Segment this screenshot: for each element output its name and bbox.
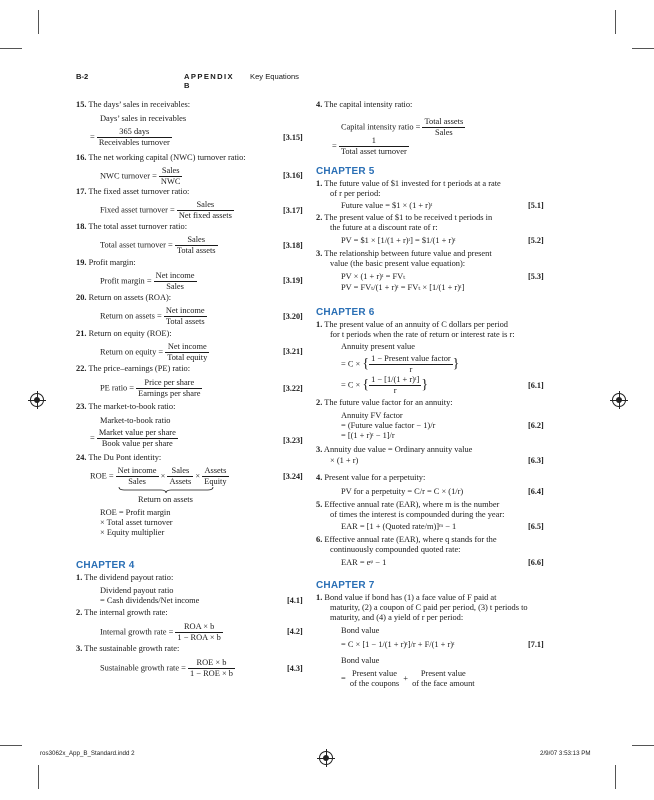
- ref-3-24: [3.24]: [283, 472, 303, 481]
- c6-item-3: 3. Annuity due value = Ordinary annuity value: [316, 445, 473, 454]
- c7-item-1-line-3: maturity, and (4) a yield of r per period:: [330, 613, 464, 622]
- c4-item-1: 1. The dividend payout ratio:: [76, 573, 174, 582]
- item-15-label: Days’ sales in receivables: [100, 114, 187, 123]
- r-item-4: 4. The capital intensity ratio:: [316, 100, 413, 109]
- equation-3-23: = $\frac{\text{Market value per share}}{\text{Book value per share}}$: [90, 428, 176, 448]
- c6-item-2-line-1: Annuity FV factor: [341, 411, 403, 420]
- equation-5-1: Future value = $1 × (1 + r)ᵗ: [341, 201, 433, 210]
- c6-item-2-line-3: = [(1 + r)ᵗ − 1]/r: [341, 431, 395, 440]
- equation-3-17: Fixed asset turnover = $\frac{\text{Sales}}{\text{Net fixed assets}}$: [100, 200, 232, 220]
- equation-3-21: Return on equity = $\frac{\text{Net income}}{\text{Total equity}}$: [100, 342, 208, 362]
- equation-4-3: Sustainable growth rate = $\frac{\text{ROE × b}}{\text{1 − ROE × b}}$: [100, 658, 233, 678]
- ref-5-3: [5.3]: [528, 272, 544, 281]
- page-number: B-2: [76, 72, 89, 81]
- c6-item-4: 4. Present value for a perpetuity:: [316, 473, 426, 482]
- crop-mark: [615, 765, 616, 789]
- chapter-5-heading: CHAPTER 5: [316, 166, 375, 177]
- equation-3-16: NWC turnover = $\frac{\text{Sales}}{\text{NWC}}$: [100, 166, 181, 186]
- crop-mark: [38, 765, 39, 789]
- footer-date: 2/9/07 3:53:13 PM: [540, 750, 591, 757]
- item-18: 18. The total asset turnover ratio:: [76, 222, 188, 231]
- ref-3-17: [3.17]: [283, 206, 303, 215]
- equation-6-5: EAR = [1 + (Quoted rate/m)]ᵐ − 1: [341, 522, 457, 531]
- ref-5-2: [5.2]: [528, 236, 544, 245]
- ref-7-1: [7.1]: [528, 640, 544, 649]
- ref-3-21: [3.21]: [283, 347, 303, 356]
- crop-mark: [0, 745, 22, 746]
- c6-item-2: 2. The future value factor for an annuity:: [316, 398, 453, 407]
- item-19: 19. Profit margin:: [76, 258, 136, 267]
- chapter-6-heading: CHAPTER 6: [316, 307, 375, 318]
- registration-mark-icon: [612, 393, 626, 407]
- footer-file: ros3062x_App_B_Standard.indd 2: [40, 750, 135, 757]
- equation-3-20: Return on assets = $\frac{\text{Net income}}{\text{Total assets}}$: [100, 306, 205, 326]
- ref-6-1: [6.1]: [528, 381, 544, 390]
- ref-3-20: [3.20]: [283, 312, 303, 321]
- c5-item-3: 3. The relationship between future value and present: [316, 249, 492, 258]
- equation-6-1b: = C × { $\frac{\text{1 − [1/(1 + r)ᵗ]}}{r}$ }: [341, 375, 429, 395]
- equation-3-15: = $\frac{\text{365 days}}{\text{Receivables turnover}}$: [90, 127, 170, 147]
- chapter-7-heading: CHAPTER 7: [316, 580, 375, 591]
- chapter-4-heading: CHAPTER 4: [76, 560, 135, 571]
- ref-6-2: [6.2]: [528, 421, 544, 430]
- c7-item-1-line-4: Bond value: [341, 626, 380, 635]
- registration-mark-icon: [319, 751, 333, 765]
- c6-item-2-line-2: = (Future value factor − 1)/r: [341, 421, 436, 430]
- equation-6-6: EAR = eᵠ − 1: [341, 558, 387, 567]
- registration-mark-icon: [30, 393, 44, 407]
- c5-item-1: 1. The future value of $1 invested for t periods at a rate: [316, 179, 501, 188]
- c7-item-1: 1. Bond value if bond has (1) a face value of F paid at: [316, 593, 497, 602]
- crop-mark: [38, 10, 39, 34]
- ref-3-18: [3.18]: [283, 241, 303, 250]
- ref-5-1: [5.1]: [528, 201, 544, 210]
- ref-4-3: [4.3]: [287, 664, 303, 673]
- ref-4-1: [4.1]: [287, 596, 303, 605]
- crop-mark: [632, 745, 654, 746]
- c6-item-1-line-2: for t periods when the rate of return or interest rate is r:: [330, 330, 515, 339]
- header-title: Key Equations: [250, 72, 299, 81]
- equation-3-19: Profit margin = $\frac{\text{Net income}}{\text{Sales}}$: [100, 271, 195, 291]
- running-header: [76, 72, 299, 90]
- item-17: 17. The fixed asset turnover ratio:: [76, 187, 190, 196]
- crop-mark: [0, 48, 22, 49]
- c7-item-1-line-2: maturity, (2) a coupon of C paid per period, (3) t periods to: [330, 603, 528, 612]
- equation-3-22: PE ratio = $\frac{\text{Price per share}}{\text{Earnings per share}}$: [100, 378, 201, 398]
- equation-capital-intensity-2: = $\frac{1}{\text{Total asset turnover}}$: [332, 136, 407, 156]
- c6-item-3-line-2: × (1 + r): [330, 456, 359, 465]
- equation-5-3b: PV = FVₜ/(1 + r)ᵗ = FVₜ × [1/(1 + r)ᵗ]: [341, 283, 465, 292]
- equation-3-18: Total asset turnover = $\frac{\text{Sales}}{\text{Total assets}}$: [100, 235, 216, 255]
- equation-4-2: Internal growth rate = $\frac{\text{ROA × b}}{\text{1 − ROA × b}}$: [100, 622, 221, 642]
- c5-item-1-line-2: of r per period:: [330, 189, 381, 198]
- equation-5-3a: PV × (1 + r)ᵗ = FVₜ: [341, 272, 406, 281]
- underbrace-label: Return on assets: [138, 495, 193, 504]
- c6-item-1: 1. The present value of an annuity of C dollars per period: [316, 320, 508, 329]
- c5-item-2: 2. The present value of $1 to be received t periods in: [316, 213, 493, 222]
- ref-6-4: [6.4]: [528, 487, 544, 496]
- c5-item-3-line-2: value (the basic present value equation):: [330, 259, 466, 268]
- equation-7-1-words: = Present value of the coupons + Present value of the face amount: [341, 669, 475, 688]
- c6-item-1-line-3: Annuity present value: [341, 342, 415, 351]
- equation-6-4: PV for a perpetuity = C/r = C × (1/r): [341, 487, 464, 496]
- equation-7-1: = C × [1 − 1/(1 + r)ᵗ]/r + F/(1 + r)ᵗ: [341, 640, 455, 649]
- c4-item-1-line-2: = Cash dividends/Net income: [100, 596, 200, 605]
- dupont-line-3: × Equity multiplier: [100, 528, 165, 537]
- item-24: 24. The Du Pont identity:: [76, 453, 162, 462]
- item-21: 21. Return on equity (ROE):: [76, 329, 172, 338]
- ref-3-15: [3.15]: [283, 133, 303, 142]
- dupont-line-1: ROE = Profit margin: [100, 508, 171, 517]
- dupont-line-2: × Total asset turnover: [100, 518, 173, 527]
- item-15: 15. The days’ sales in receivables:: [76, 100, 191, 109]
- equation-3-24: ROE = $\frac{\text{Net income}}{\text{Sales}}$ × $\frac{\text{Sales}}{\text{Assets}}$ × $\frac{\text{Assets}}{\text{Equity}}$: [90, 466, 227, 486]
- appendix-label: APPENDIX B: [184, 72, 235, 90]
- ref-3-19: [3.19]: [283, 276, 303, 285]
- crop-mark: [632, 48, 654, 49]
- c4-item-3: 3. The sustainable growth rate:: [76, 644, 180, 653]
- item-23: 23. The market-to-book ratio:: [76, 402, 176, 411]
- item-16: 16. The net working capital (NWC) turnover ratio:: [76, 153, 246, 162]
- ref-6-6: [6.6]: [528, 558, 544, 567]
- ref-6-5: [6.5]: [528, 522, 544, 531]
- crop-mark: [615, 10, 616, 34]
- item-20: 20. Return on assets (ROA):: [76, 293, 172, 302]
- underbrace: [118, 486, 214, 494]
- c7-item-1-line-5: Bond value: [341, 656, 380, 665]
- c6-item-5-line-2: of times the interest is compounded during the year:: [330, 510, 505, 519]
- c6-item-6-line-2: continuously compounded quoted rate:: [330, 545, 461, 554]
- item-22: 22. The price–earnings (PE) ratio:: [76, 364, 191, 373]
- c6-item-6: 6. Effective annual rate (EAR), where q stands for the: [316, 535, 497, 544]
- c5-item-2-line-2: the future at a discount rate of r:: [330, 223, 438, 232]
- ref-4-2: [4.2]: [287, 627, 303, 636]
- item-23-label: Market-to-book ratio: [100, 416, 171, 425]
- ref-3-23: [3.23]: [283, 436, 303, 445]
- equation-5-2: PV = $1 × [1/(1 + r)ᵗ] = $1/(1 + r)ᵗ: [341, 236, 456, 245]
- equation-6-1a: = C × { $\frac{\text{1 − Present value factor}}{r}$ }: [341, 354, 460, 374]
- c6-item-5: 5. Effective annual rate (EAR), where m is the number: [316, 500, 500, 509]
- ref-6-3: [6.3]: [528, 456, 544, 465]
- ref-3-22: [3.22]: [283, 384, 303, 393]
- ref-3-16: [3.16]: [283, 171, 303, 180]
- equation-capital-intensity: Capital intensity ratio = $\frac{\text{Total assets}}{\text{Sales}}$: [341, 117, 464, 137]
- c4-item-2: 2. The internal growth rate:: [76, 608, 168, 617]
- c4-item-1-line-1: Dividend payout ratio: [100, 586, 174, 595]
